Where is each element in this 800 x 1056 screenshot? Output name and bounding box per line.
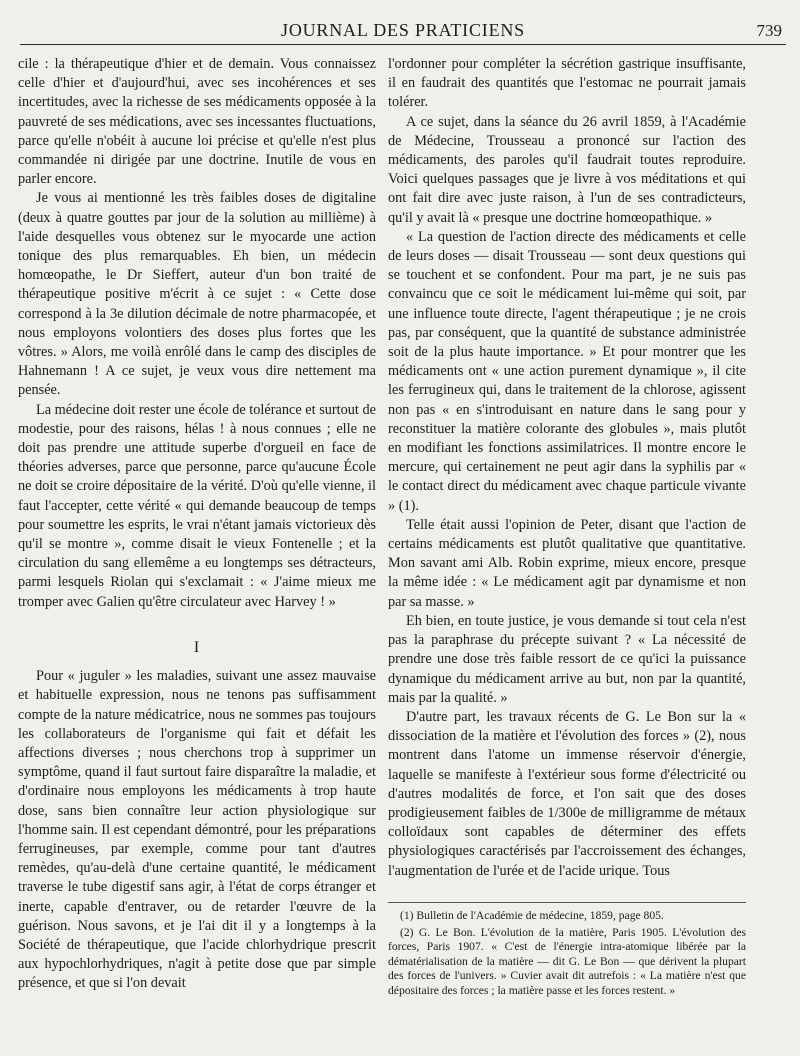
footnote: (1) Bulletin de l'Académie de médecine, 1859, page 805.	[400, 909, 664, 922]
paragraph: D'autre part, les travaux récents de G. Le Bon sur la « dissociation de la matière et l'évolution des forces » (2), nous montrent dans l'atome un immense réservoir d'énergie, laquelle se manifeste à l'extérieur sous forme d'électricité ou d'autres modalités de force, et l'on sait que des doses prodigieusement faibles de 1/300e de milligramme de métaux colloïdaux sont capables de déterminer des effets physiologiques caractérisés par l'accroissement des échanges, l'augmentation de l'urée et de l'acide urique. Tous	[388, 708, 746, 879]
paragraph: La médecine doit rester une école de tolérance et surtout de modestie, pour des raisons, hélas ! à nous connues ; elle ne doit pas prendre une attitude superbe d'orgueil en face de théories adverses, parce que personne, parce qu'aucune École ne doit se croire dépositaire de la vérité. D'où qu'elle vienne, il faut l'accepter, cette vérité « qui demande beaucoup de temps pour soumettre les esprits, le vrai n'étant jamais victorieux dès qu'il se montre », comme disait le vieux Fontenelle ; et la circulation du sang ellemême a eu longtemps ses détracteurs, parmi lesquels Riolan qui s'exclamait : « J'aime mieux me tromper avec Galien qu'être circulateur avec Harvey ! »	[18, 401, 376, 610]
paragraph: Je vous ai mentionné les très faibles doses de digitaline (deux à quatre gouttes par jour de la solution au millième) à l'aide desquelles vous obtenez sur le myocarde une action tonique des plus remarquables. Eh bien, un médecin homœopathe, le Dr Sieffert, auteur d'un bon traité de thérapeutique positive m'écrit à ce sujet : « Cette dose correspond à la 3e dilution décimale de notre pharmacopée, et nous employons volontiers des doses plus fortes que les vôtres. » Alors, me voilà enrôlé dans le camp des disciples de Hahnemann ! A ce sujet, je veux vous dire nettement ma pensée.	[18, 190, 376, 399]
page-number: 739	[756, 21, 782, 40]
running-head	[20, 16, 786, 45]
paragraph: Pour « juguler » les maladies, suivant une assez mauvaise et habituelle expression, nous ne tenons pas suffisamment compte de la nature médicatrice, nous ne sommes pas toujours les collaborateurs de l'organisme qui fait et défait les affections diverses ; nous cherchons trop à supprimer un symptôme, quand il faut surtout faire disparaître la maladie, et d'ordinaire nous employons les médicaments à trop haute dose, sans bien connaître leur action physiologique sur l'homme sain. Il est cependant démontré, pour les préparations ferrugineuses, par exemple, comme pour tant d'autres remèdes, qu'au-delà d'une certaine quantité, le médicament traverse le tube digestif sans agir, à l'état de corps étranger et inerte, capable d'entraver, ou de retarder l'œuvre de la guérison. Nous savons, et je l'ai dit il y a longtemps à la Société de thérapeutique, que l'acide chlorhydrique prescrit aux hypochlorhydriques, n'agit à petite dose que par simple présence, et que si l'on devait	[18, 668, 376, 992]
paragraph: l'ordonner pour compléter la sécrétion gastrique insuffisante, il en faudrait des quantités que l'estomac ne pourrait jamais tolérer.	[388, 56, 746, 111]
footnotes	[388, 902, 746, 999]
paragraph: « La question de l'action directe des médicaments et celle de leurs doses — disait Trousseau — sont deux questions qui se touchent et se confondent. Pour ma part, je ne suis pas convaincu que ce soit le médicament lui-même qui soit, par une influence toute directe, l'agent thérapeutique ; je ne crois pas, par conséquent, que la quantité de substance administrée soit de la plus haute importance. » Et pour montrer que les médicaments ont « une action purement dynamique », il cite les ferrugineux qui, dans le traitement de la chlorose, agissent non pas « en s'introduisant en nature dans le sang pour y reconstituer la matière colorante des globules », mais plutôt en modifiant les fonctions assimilatrices. Il montre encore le mercure, qui certainement ne peut agir dans la syphilis par « le contact direct du médicament avec chaque particule vivante » (1).	[388, 228, 746, 514]
footnote: (2) G. Le Bon. L'évolution de la matière, Paris 1905. L'évolution des forces, Paris 1907. « C'est de l'énergie intra-atomique libérée par la dématérialisation de la matière — dit G. Le Bon — que dérivent la plupart des forces de l'univers. » Cuvier avait dit autrefois : « La matière n'est que dépositaire des forces ; la matière passe et les forces restent. »	[388, 925, 746, 997]
left-column	[18, 55, 376, 994]
paragraph: cile : la thérapeutique d'hier et de demain. Vous connaissez celle d'hier et d'aujourd'hui, avec ses incohérences et ses incertitudes, avec la richesse de ses médicaments opposée à la pauvreté de ses médications, avec ses incessantes fluctuations, parce qu'elle n'obéit à aucune loi précise et qu'elle n'est plus commandée ni dirigée par une doctrine. Inutile de vous en parler encore.	[18, 56, 376, 188]
paragraph: Eh bien, en toute justice, je vous demande si tout cela n'est pas la paraphrase du précepte suivant ? « La nécessité de prendre une dose très faible ressort de ce qu'ici la puissance dynamique du médicament arrive au but, non par la quantité, mais par la qualité. »	[388, 612, 746, 706]
journal-title: JOURNAL DES PRATICIENS	[281, 20, 525, 40]
section-heading: I	[193, 638, 201, 656]
paragraph: Telle était aussi l'opinion de Peter, disant que l'action de certains médicaments est plutôt qualitative que quantitative. Mon savant ami Alb. Robin exprime, mieux encore, presque la même idée : « Le médicament agit par dynamisme et non par sa masse. »	[388, 516, 746, 610]
right-column	[388, 55, 746, 881]
paragraph: A ce sujet, dans la séance du 26 avril 1859, à l'Académie de Médecine, Trousseau a prononcé sur l'action des médicaments, des paroles qu'il faudrait toutes reproduire. Voici quelques passages que je livre à vos méditations et qui ont fait dire avec juste raison, à l'un de ses contradicteurs, qu'il y avait là « presque une doctrine homœopathique. »	[388, 113, 746, 226]
